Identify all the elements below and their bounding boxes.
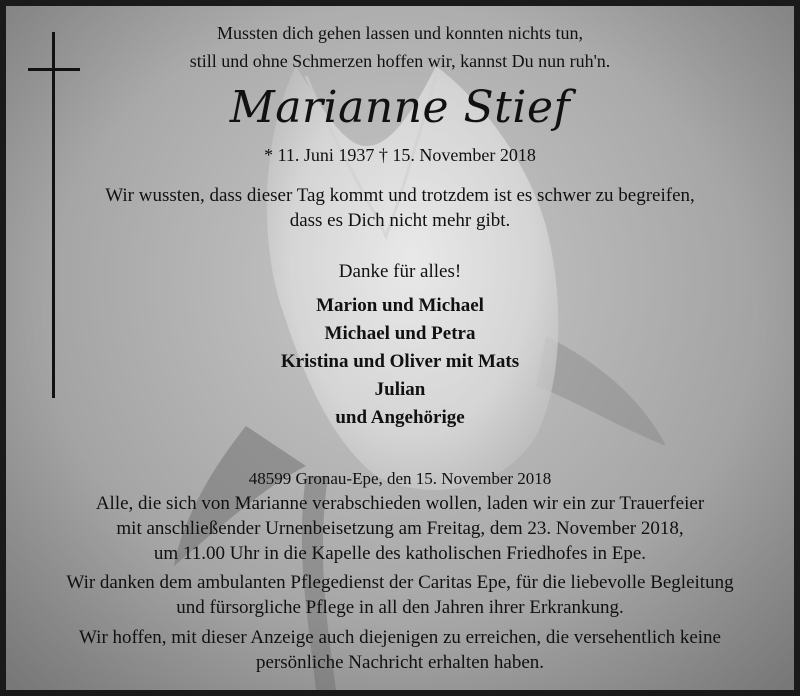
notice-line-2: persönliche Nachricht erhalten haben.	[255, 652, 545, 673]
deceased-name: Marianne Stief	[229, 82, 571, 133]
message-line-1: Wir wussten, dass dieser Tag kommt und trotzdem ist es schwer zu begreifen,	[105, 185, 695, 206]
notice-line-1: Wir hoffen, mit dieser Anzeige auch diejenigen zu erreichen, die versehentlich keine	[79, 627, 721, 648]
place-date: 48599 Gronau-Epe, den 15. November 2018	[248, 469, 552, 488]
verse-line-2: still und ohne Schmerzen hoffen wir, kannst Du nun ruh'n.	[189, 51, 611, 71]
family-member-2: Michael und Petra	[324, 323, 476, 344]
family-member-3: Kristina und Oliver mit Mats	[280, 351, 520, 372]
family-member-5: und Angehörige	[335, 407, 465, 428]
funeral-line-3: um 11.00 Uhr in die Kapelle des katholischen Friedhofes in Epe.	[153, 543, 647, 564]
care-thanks-line-2: und fürsorgliche Pflege in all den Jahren ihrer Erkrankung.	[176, 597, 624, 618]
life-dates: * 11. Juni 1937 † 15. November 2018	[264, 145, 536, 165]
funeral-line-1: Alle, die sich von Marianne verabschieden wollen, laden wir ein zur Trauerfeier	[95, 493, 705, 514]
thanks-line: Danke für alles!	[338, 261, 462, 282]
family-member-1: Marion und Michael	[316, 295, 484, 316]
family-member-4: Julian	[374, 379, 426, 400]
funeral-line-2: mit anschließender Urnenbeisetzung am Freitag, dem 23. November 2018,	[116, 518, 684, 539]
message-line-2: dass es Dich nicht mehr gibt.	[289, 210, 511, 231]
care-thanks-line-1: Wir danken dem ambulanten Pflegedienst der Caritas Epe, für die liebevolle Begleitung	[66, 572, 734, 593]
verse-line-1: Mussten dich gehen lassen und konnten nichts tun,	[217, 23, 583, 43]
